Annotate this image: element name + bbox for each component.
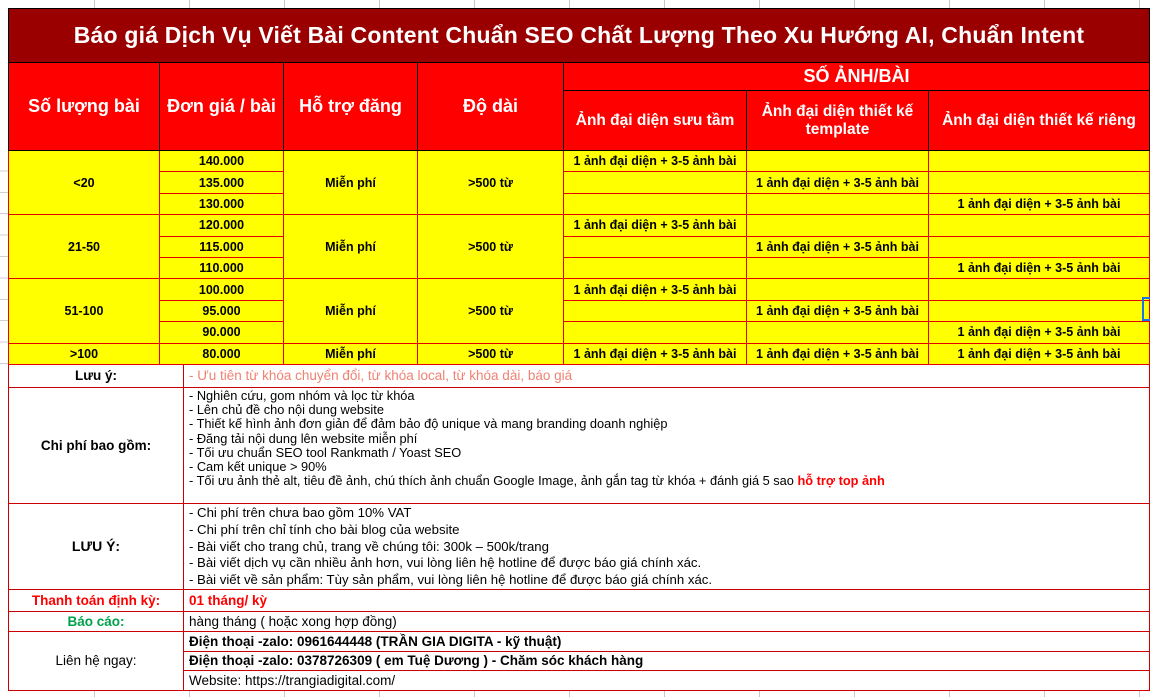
sheet-bottom-gridlines <box>0 691 1150 697</box>
photo-cell: 1 ảnh đại diện + 3-5 ảnh bài <box>564 344 747 365</box>
contact-phone-2: Điện thoại -zalo: 0378726309 ( em Tuệ Dương ) - Chăm sóc khách hàng <box>184 652 1149 672</box>
photo-cell-empty <box>929 279 1150 300</box>
header-price: Đơn giá / bài <box>160 63 284 151</box>
contact-label: Liên hệ ngay: <box>9 632 184 690</box>
cost-item: - Tối ưu chuẩn SEO tool Rankmath / Yoast SEO <box>189 444 462 460</box>
header-photo-custom: Ảnh đại diện thiết kế riêng <box>929 91 1150 151</box>
note-label: LƯU Ý: <box>9 504 184 589</box>
note-label: Chi phí bao gồm: <box>9 388 184 503</box>
note-row-payment <box>9 590 1149 612</box>
cost-item-text: - Tối ưu ảnh thẻ alt, tiêu đề ảnh, chú thích ảnh chuẩn Google Image, ảnh gắn tag từ khóa + đánh giá 5 sao <box>189 473 798 489</box>
photo-cell-empty <box>564 237 747 258</box>
photo-cell: 1 ảnh đại diện + 3-5 ảnh bài <box>564 151 747 172</box>
cost-item: - Cam kết unique > 90% <box>189 458 327 474</box>
price-cell: 95.000 <box>160 301 284 322</box>
note-label: Lưu ý: <box>9 365 184 387</box>
cost-item: - Lên chủ đề cho nội dung website <box>189 402 384 418</box>
pricing-table-body <box>8 151 1150 365</box>
contact-website-link[interactable]: Website: https://trangiadigital.com/ <box>189 673 396 689</box>
notes-section <box>8 365 1150 691</box>
pricing-sheet <box>8 8 1150 691</box>
photo-cell-empty <box>564 258 747 279</box>
photo-cell: 1 ảnh đại diện + 3-5 ảnh bài <box>747 172 929 193</box>
photo-cell-empty <box>564 301 747 322</box>
payment-label: Thanh toán định kỳ: <box>9 590 184 611</box>
cost-item-highlight: hỗ trợ top ảnh <box>797 473 885 489</box>
cost-item: - Đăng tải nội dung lên website miễn phí <box>189 430 418 446</box>
photo-cell-empty <box>929 151 1150 172</box>
warnings-list <box>184 504 1149 589</box>
photo-cell-empty <box>564 194 747 215</box>
report-value: hàng tháng ( hoặc xong hợp đồng) <box>189 613 397 629</box>
contact-list <box>184 632 1149 690</box>
contact-phone-1: Điện thoại -zalo: 0961644448 (TRẦN GIA DIGITA - kỹ thuật) <box>184 632 1149 652</box>
support-cell: Miễn phí <box>284 151 418 215</box>
photo-cell-empty <box>564 322 747 343</box>
cost-item: - Nghiên cứu, gom nhóm và lọc từ khóa <box>189 387 415 403</box>
photo-cell: 1 ảnh đại diện + 3-5 ảnh bài <box>564 279 747 300</box>
support-cell: Miễn phí <box>284 215 418 279</box>
photo-cell-empty <box>929 301 1150 322</box>
photo-cell-empty <box>747 279 929 300</box>
photo-cell-empty <box>929 172 1150 193</box>
photo-cell-empty <box>747 215 929 236</box>
qty-cell: 21-50 <box>9 215 160 279</box>
photo-cell: 1 ảnh đại diện + 3-5 ảnh bài <box>929 194 1150 215</box>
price-cell: 120.000 <box>160 215 284 236</box>
photo-cell-empty <box>747 258 929 279</box>
support-cell: Miễn phí <box>284 279 418 343</box>
warning-item: - Chi phí trên chỉ tính cho bài blog của website <box>189 521 460 537</box>
qty-cell: >100 <box>9 344 160 365</box>
photo-cell: 1 ảnh đại diện + 3-5 ảnh bài <box>747 237 929 258</box>
price-cell: 110.000 <box>160 258 284 279</box>
page-title: Báo giá Dịch Vụ Viết Bài Content Chuẩn SEO Chất Lượng Theo Xu Hướng AI, Chuẩn Intent <box>8 8 1150 62</box>
header-photo-template: Ảnh đại diện thiết kế template <box>747 91 929 151</box>
price-cell: 115.000 <box>160 237 284 258</box>
photo-cell: 1 ảnh đại diện + 3-5 ảnh bài <box>929 344 1150 365</box>
photo-cell: 1 ảnh đại diện + 3-5 ảnh bài <box>929 258 1150 279</box>
price-cell: 135.000 <box>160 172 284 193</box>
price-cell: 90.000 <box>160 322 284 343</box>
report-label: Báo cáo: <box>9 612 184 631</box>
photo-cell: 1 ảnh đại diện + 3-5 ảnh bài <box>747 301 929 322</box>
qty-cell: <20 <box>9 151 160 215</box>
qty-cell: 51-100 <box>9 279 160 343</box>
header-photos-group: SỐ ẢNH/BÀI <box>564 63 1150 91</box>
note-row-luu-y <box>9 365 1149 388</box>
cell-selection-marker <box>1142 297 1150 321</box>
warning-item: - Bài viết cho trang chủ, trang về chúng tôi: 300k – 500k/trang <box>189 538 549 554</box>
photo-cell-empty <box>929 215 1150 236</box>
cost-item-with-highlight <box>189 474 1144 488</box>
note-row-report <box>9 612 1149 632</box>
note-row-contact <box>9 632 1149 691</box>
photo-cell-empty <box>564 172 747 193</box>
length-cell: >500 từ <box>418 151 564 215</box>
note-keywords-text: - Ưu tiên từ khóa chuyển đổi, từ khóa local, từ khóa dài, báo giá <box>189 368 573 384</box>
support-cell: Miễn phí <box>284 344 418 365</box>
price-cell: 80.000 <box>160 344 284 365</box>
price-cell: 100.000 <box>160 279 284 300</box>
price-cell: 130.000 <box>160 194 284 215</box>
header-support: Hỗ trợ đăng <box>284 63 418 151</box>
costs-included-list <box>184 388 1149 503</box>
price-cell: 140.000 <box>160 151 284 172</box>
photo-cell-empty <box>747 151 929 172</box>
length-cell: >500 từ <box>418 279 564 343</box>
photo-cell: 1 ảnh đại diện + 3-5 ảnh bài <box>929 322 1150 343</box>
length-cell: >500 từ <box>418 215 564 279</box>
header-photo-stock: Ảnh đại diện sưu tầm <box>564 91 747 151</box>
warning-item: - Bài viết dịch vụ cần nhiều ảnh hơn, vui lòng liên hệ hotline để được báo giá chính xác. <box>189 555 702 571</box>
note-row-warnings <box>9 504 1149 590</box>
sheet-left-gridlines <box>0 150 8 364</box>
sheet-top-gridlines <box>0 0 1150 8</box>
cost-item: - Thiết kế hình ảnh đơn giản để đảm bảo độ unique và mang branding doanh nghiệp <box>189 416 668 432</box>
length-cell: >500 từ <box>418 344 564 365</box>
photo-cell: 1 ảnh đại diện + 3-5 ảnh bài <box>564 215 747 236</box>
header-length: Độ dài <box>418 63 564 151</box>
photo-cell-empty <box>747 322 929 343</box>
photo-cell-empty <box>929 237 1150 258</box>
warning-item: - Bài viết về sản phẩm: Tùy sản phẩm, vui lòng liên hệ hotline để được báo giá chính xác. <box>189 572 713 588</box>
header-qty: Số lượng bài <box>9 63 160 151</box>
note-row-costs-included <box>9 388 1149 504</box>
photo-cell-empty <box>747 194 929 215</box>
photo-cell: 1 ảnh đại diện + 3-5 ảnh bài <box>747 344 929 365</box>
payment-value: 01 tháng/ kỳ <box>189 592 268 608</box>
table-header <box>8 62 1150 151</box>
warning-item: - Chi phí trên chưa bao gồm 10% VAT <box>189 504 412 520</box>
